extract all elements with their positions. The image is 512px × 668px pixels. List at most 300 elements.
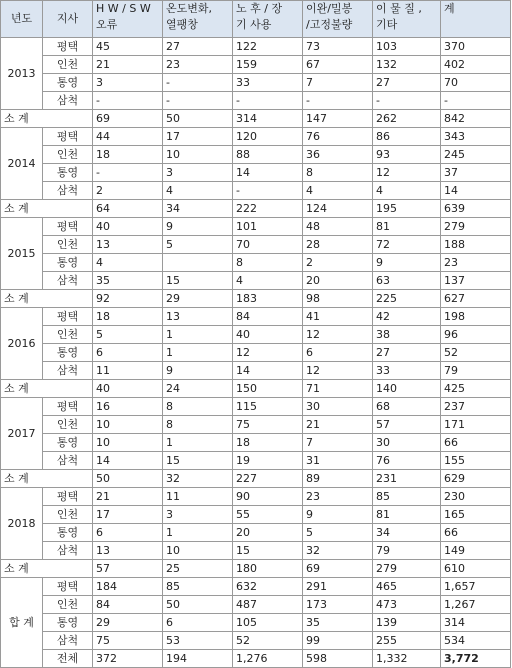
value-cell: 57 [93, 560, 163, 578]
value-cell: 598 [303, 650, 373, 668]
value-cell: 79 [441, 362, 511, 380]
value-cell: 73 [303, 38, 373, 56]
value-cell: 165 [441, 506, 511, 524]
value-cell: 14 [441, 182, 511, 200]
table-row [1, 326, 511, 344]
value-cell: 230 [441, 488, 511, 506]
value-cell: 1,657 [441, 578, 511, 596]
value-cell: 639 [441, 200, 511, 218]
value-cell: 3,772 [441, 650, 511, 668]
header-col [233, 1, 303, 38]
value-cell: 1,267 [441, 596, 511, 614]
subtotal-label: 소 계 [1, 560, 93, 578]
value-cell: 23 [163, 56, 233, 74]
header-line: 이 물 질 , [376, 2, 422, 15]
value-cell: 171 [441, 416, 511, 434]
value-cell: 120 [233, 128, 303, 146]
value-cell: 72 [373, 236, 441, 254]
value-cell: 140 [373, 380, 441, 398]
value-cell: - [233, 92, 303, 110]
value-cell: 27 [373, 74, 441, 92]
year-cell: 2018 [1, 488, 43, 560]
value-cell: 84 [93, 596, 163, 614]
year-cell: 2017 [1, 398, 43, 470]
value-cell: 33 [233, 74, 303, 92]
table-row [1, 398, 511, 416]
value-cell: 90 [233, 488, 303, 506]
value-cell: 30 [303, 398, 373, 416]
value-cell: 465 [373, 578, 441, 596]
value-cell: 17 [163, 128, 233, 146]
value-cell: 75 [93, 632, 163, 650]
branch-cell: 통영 [43, 74, 93, 92]
value-cell: 842 [441, 110, 511, 128]
year-cell: 2016 [1, 308, 43, 380]
value-cell: 15 [163, 272, 233, 290]
value-cell: 237 [441, 398, 511, 416]
value-cell: 2 [303, 254, 373, 272]
branch-cell: 평택 [43, 218, 93, 236]
value-cell: 17 [93, 506, 163, 524]
value-cell: 67 [303, 56, 373, 74]
value-cell: 14 [93, 452, 163, 470]
branch-cell: 통영 [43, 164, 93, 182]
header-col [303, 1, 373, 38]
value-cell: 32 [163, 470, 233, 488]
value-cell: 12 [233, 344, 303, 362]
value-cell: - [233, 182, 303, 200]
value-cell: 33 [373, 362, 441, 380]
branch-cell: 통영 [43, 434, 93, 452]
branch-cell: 삼척 [43, 272, 93, 290]
subtotal-row [1, 290, 511, 308]
value-cell [163, 254, 233, 272]
table-row [1, 308, 511, 326]
header-year: 년도 [1, 1, 43, 38]
subtotal-row [1, 560, 511, 578]
table-body [1, 38, 511, 668]
header-col [373, 1, 441, 38]
value-cell: 36 [303, 146, 373, 164]
value-cell: 105 [233, 614, 303, 632]
total-label: 합 계 [1, 578, 43, 668]
value-cell: 98 [303, 290, 373, 308]
value-cell: 5 [93, 326, 163, 344]
branch-cell: 통영 [43, 524, 93, 542]
header-line: 계 [444, 2, 455, 15]
value-cell: 76 [373, 452, 441, 470]
branch-cell: 인천 [43, 596, 93, 614]
branch-cell: 평택 [43, 308, 93, 326]
value-cell: 314 [441, 614, 511, 632]
year-cell: 2014 [1, 128, 43, 200]
value-cell: 279 [373, 560, 441, 578]
branch-cell: 평택 [43, 578, 93, 596]
value-cell: 150 [233, 380, 303, 398]
value-cell: 5 [163, 236, 233, 254]
value-cell: 4 [93, 254, 163, 272]
value-cell: 1 [163, 434, 233, 452]
value-cell: 96 [441, 326, 511, 344]
value-cell: 50 [163, 110, 233, 128]
branch-cell: 통영 [43, 614, 93, 632]
branch-cell: 통영 [43, 254, 93, 272]
value-cell: 9 [163, 218, 233, 236]
value-cell: 42 [373, 308, 441, 326]
value-cell: 8 [303, 164, 373, 182]
value-cell: 93 [373, 146, 441, 164]
subtotal-label: 소 계 [1, 200, 93, 218]
value-cell: 32 [303, 542, 373, 560]
value-cell: 627 [441, 290, 511, 308]
value-cell: 194 [163, 650, 233, 668]
value-cell: 66 [441, 434, 511, 452]
value-cell: 10 [93, 416, 163, 434]
value-cell: 115 [233, 398, 303, 416]
value-cell: 155 [441, 452, 511, 470]
value-cell: 50 [93, 470, 163, 488]
value-cell: 48 [303, 218, 373, 236]
value-cell: 41 [303, 308, 373, 326]
value-cell: 99 [303, 632, 373, 650]
value-cell: - [441, 92, 511, 110]
value-cell: 4 [303, 182, 373, 200]
value-cell: 11 [163, 488, 233, 506]
value-cell: 13 [93, 542, 163, 560]
branch-cell: 삼척 [43, 632, 93, 650]
table-row [1, 38, 511, 56]
table-row [1, 182, 511, 200]
value-cell: 28 [303, 236, 373, 254]
value-cell: 85 [373, 488, 441, 506]
value-cell: 139 [373, 614, 441, 632]
value-cell: 1,332 [373, 650, 441, 668]
value-cell: 314 [233, 110, 303, 128]
value-cell: 24 [163, 380, 233, 398]
value-cell: 34 [163, 200, 233, 218]
value-cell: 534 [441, 632, 511, 650]
subtotal-label: 소 계 [1, 380, 93, 398]
value-cell: 38 [373, 326, 441, 344]
value-cell: - [373, 92, 441, 110]
table-row [1, 236, 511, 254]
branch-cell: 평택 [43, 38, 93, 56]
value-cell: 71 [303, 380, 373, 398]
table-row [1, 452, 511, 470]
value-cell: 50 [163, 596, 233, 614]
value-cell: 68 [373, 398, 441, 416]
value-cell: 473 [373, 596, 441, 614]
value-cell: 255 [373, 632, 441, 650]
value-cell: 40 [93, 218, 163, 236]
value-cell: 188 [441, 236, 511, 254]
header-line: /고정불량 [306, 18, 353, 31]
value-cell: 14 [233, 362, 303, 380]
header-line: 열팽창 [166, 18, 198, 31]
value-cell: 18 [93, 308, 163, 326]
table-row [1, 146, 511, 164]
branch-cell: 삼척 [43, 362, 93, 380]
value-cell: 12 [303, 362, 373, 380]
table-row [1, 434, 511, 452]
table-row [1, 164, 511, 182]
value-cell: - [163, 74, 233, 92]
value-cell: 9 [373, 254, 441, 272]
value-cell: 184 [93, 578, 163, 596]
header-line: 이완/밀봉 [306, 2, 353, 15]
value-cell: 19 [233, 452, 303, 470]
value-cell: 132 [373, 56, 441, 74]
value-cell: 4 [163, 182, 233, 200]
table-row [1, 254, 511, 272]
value-cell: 63 [373, 272, 441, 290]
value-cell: 52 [441, 344, 511, 362]
value-cell: 245 [441, 146, 511, 164]
header-line: 온도변화, [166, 2, 213, 15]
value-cell: - [93, 164, 163, 182]
header-line: 노 후 / 장 [236, 2, 283, 15]
branch-cell: 삼척 [43, 452, 93, 470]
value-cell: 372 [93, 650, 163, 668]
header-branch: 지사 [43, 1, 93, 38]
value-cell: 23 [303, 488, 373, 506]
value-cell: 5 [303, 524, 373, 542]
value-cell: 402 [441, 56, 511, 74]
value-cell: 66 [441, 524, 511, 542]
value-cell: 69 [303, 560, 373, 578]
value-cell: 55 [233, 506, 303, 524]
value-cell: - [303, 92, 373, 110]
value-cell: 147 [303, 110, 373, 128]
value-cell: 45 [93, 38, 163, 56]
value-cell: 30 [373, 434, 441, 452]
value-cell: 29 [163, 290, 233, 308]
table-row [1, 272, 511, 290]
value-cell: 3 [163, 164, 233, 182]
value-cell: 231 [373, 470, 441, 488]
value-cell: 610 [441, 560, 511, 578]
table-row [1, 344, 511, 362]
value-cell: 35 [303, 614, 373, 632]
value-cell: 8 [163, 398, 233, 416]
value-cell: 10 [163, 542, 233, 560]
table-row [1, 362, 511, 380]
header-line: H W / S W [96, 2, 151, 15]
value-cell: 11 [93, 362, 163, 380]
value-cell: 81 [373, 218, 441, 236]
value-cell: 1 [163, 524, 233, 542]
value-cell: 8 [163, 416, 233, 434]
header-line: 오류 [96, 18, 118, 31]
branch-cell: 인천 [43, 56, 93, 74]
value-cell: 629 [441, 470, 511, 488]
header-line: 기 사용 [236, 18, 272, 31]
value-cell: 279 [441, 218, 511, 236]
table-row [1, 506, 511, 524]
value-cell: 23 [441, 254, 511, 272]
branch-cell: 인천 [43, 506, 93, 524]
value-cell: 6 [163, 614, 233, 632]
table-row [1, 128, 511, 146]
value-cell: 14 [233, 164, 303, 182]
header-col [441, 1, 511, 38]
subtotal-row [1, 470, 511, 488]
table-row [1, 416, 511, 434]
value-cell: 27 [373, 344, 441, 362]
total-row [1, 650, 511, 668]
value-cell: 12 [303, 326, 373, 344]
value-cell: 7 [303, 74, 373, 92]
value-cell: 222 [233, 200, 303, 218]
value-cell: 291 [303, 578, 373, 596]
branch-cell: 인천 [43, 236, 93, 254]
value-cell: 1 [163, 344, 233, 362]
value-cell: 195 [373, 200, 441, 218]
value-cell: 122 [233, 38, 303, 56]
branch-cell: 전체 [43, 650, 93, 668]
value-cell: 29 [93, 614, 163, 632]
value-cell: 92 [93, 290, 163, 308]
value-cell: 76 [303, 128, 373, 146]
total-row [1, 632, 511, 650]
year-cell: 2013 [1, 38, 43, 110]
subtotal-label: 소 계 [1, 470, 93, 488]
header-col [163, 1, 233, 38]
table-row [1, 74, 511, 92]
subtotal-row [1, 110, 511, 128]
value-cell: 103 [373, 38, 441, 56]
value-cell: 37 [441, 164, 511, 182]
value-cell: 70 [233, 236, 303, 254]
value-cell: 31 [303, 452, 373, 470]
value-cell: 3 [93, 74, 163, 92]
branch-cell: 평택 [43, 398, 93, 416]
year-cell: 2015 [1, 218, 43, 290]
value-cell: 20 [233, 524, 303, 542]
value-cell: 21 [93, 488, 163, 506]
value-cell: 198 [441, 308, 511, 326]
value-cell: 35 [93, 272, 163, 290]
table-row [1, 92, 511, 110]
value-cell: 70 [441, 74, 511, 92]
value-cell: 85 [163, 578, 233, 596]
value-cell: 12 [373, 164, 441, 182]
value-cell: 27 [163, 38, 233, 56]
total-row [1, 578, 511, 596]
value-cell: - [93, 92, 163, 110]
table-row [1, 218, 511, 236]
value-cell: 183 [233, 290, 303, 308]
value-cell: 57 [373, 416, 441, 434]
value-cell: 262 [373, 110, 441, 128]
branch-cell: 삼척 [43, 182, 93, 200]
value-cell: 9 [163, 362, 233, 380]
value-cell: 40 [93, 380, 163, 398]
value-cell: 225 [373, 290, 441, 308]
value-cell: 3 [163, 506, 233, 524]
value-cell: 44 [93, 128, 163, 146]
value-cell: 1 [163, 326, 233, 344]
value-cell: 75 [233, 416, 303, 434]
value-cell: 9 [303, 506, 373, 524]
value-cell: 8 [233, 254, 303, 272]
value-cell: 10 [163, 146, 233, 164]
branch-cell: 평택 [43, 488, 93, 506]
table-row [1, 524, 511, 542]
header-col [93, 1, 163, 38]
value-cell: 101 [233, 218, 303, 236]
value-cell: 81 [373, 506, 441, 524]
value-cell: 227 [233, 470, 303, 488]
value-cell: 425 [441, 380, 511, 398]
value-cell: 180 [233, 560, 303, 578]
value-cell: 173 [303, 596, 373, 614]
value-cell: 13 [163, 308, 233, 326]
total-row [1, 596, 511, 614]
branch-cell: 삼척 [43, 542, 93, 560]
value-cell: 79 [373, 542, 441, 560]
value-cell: 13 [93, 236, 163, 254]
header-line: 기타 [376, 18, 398, 31]
value-cell: 137 [441, 272, 511, 290]
value-cell: 25 [163, 560, 233, 578]
value-cell: 15 [163, 452, 233, 470]
value-cell: 4 [233, 272, 303, 290]
subtotal-label: 소 계 [1, 110, 93, 128]
value-cell: 18 [233, 434, 303, 452]
value-cell: - [163, 92, 233, 110]
value-cell: 343 [441, 128, 511, 146]
value-cell: 632 [233, 578, 303, 596]
value-cell: 86 [373, 128, 441, 146]
table-row [1, 542, 511, 560]
value-cell: 6 [93, 344, 163, 362]
value-cell: 16 [93, 398, 163, 416]
value-cell: 2 [93, 182, 163, 200]
branch-cell: 통영 [43, 344, 93, 362]
total-row [1, 614, 511, 632]
value-cell: 7 [303, 434, 373, 452]
subtotal-row [1, 380, 511, 398]
value-cell: 10 [93, 434, 163, 452]
value-cell: 18 [93, 146, 163, 164]
subtotal-label: 소 계 [1, 290, 93, 308]
value-cell: 52 [233, 632, 303, 650]
branch-cell: 인천 [43, 326, 93, 344]
branch-cell: 인천 [43, 146, 93, 164]
value-cell: 53 [163, 632, 233, 650]
value-cell: 69 [93, 110, 163, 128]
value-cell: 6 [93, 524, 163, 542]
value-cell: 84 [233, 308, 303, 326]
value-cell: 124 [303, 200, 373, 218]
table-header [1, 1, 511, 38]
value-cell: 370 [441, 38, 511, 56]
value-cell: 1,276 [233, 650, 303, 668]
value-cell: 487 [233, 596, 303, 614]
value-cell: 4 [373, 182, 441, 200]
value-cell: 21 [303, 416, 373, 434]
subtotal-row [1, 200, 511, 218]
value-cell: 159 [233, 56, 303, 74]
value-cell: 64 [93, 200, 163, 218]
value-cell: 88 [233, 146, 303, 164]
value-cell: 40 [233, 326, 303, 344]
branch-cell: 삼척 [43, 92, 93, 110]
table-row [1, 56, 511, 74]
value-cell: 15 [233, 542, 303, 560]
branch-cell: 인천 [43, 416, 93, 434]
